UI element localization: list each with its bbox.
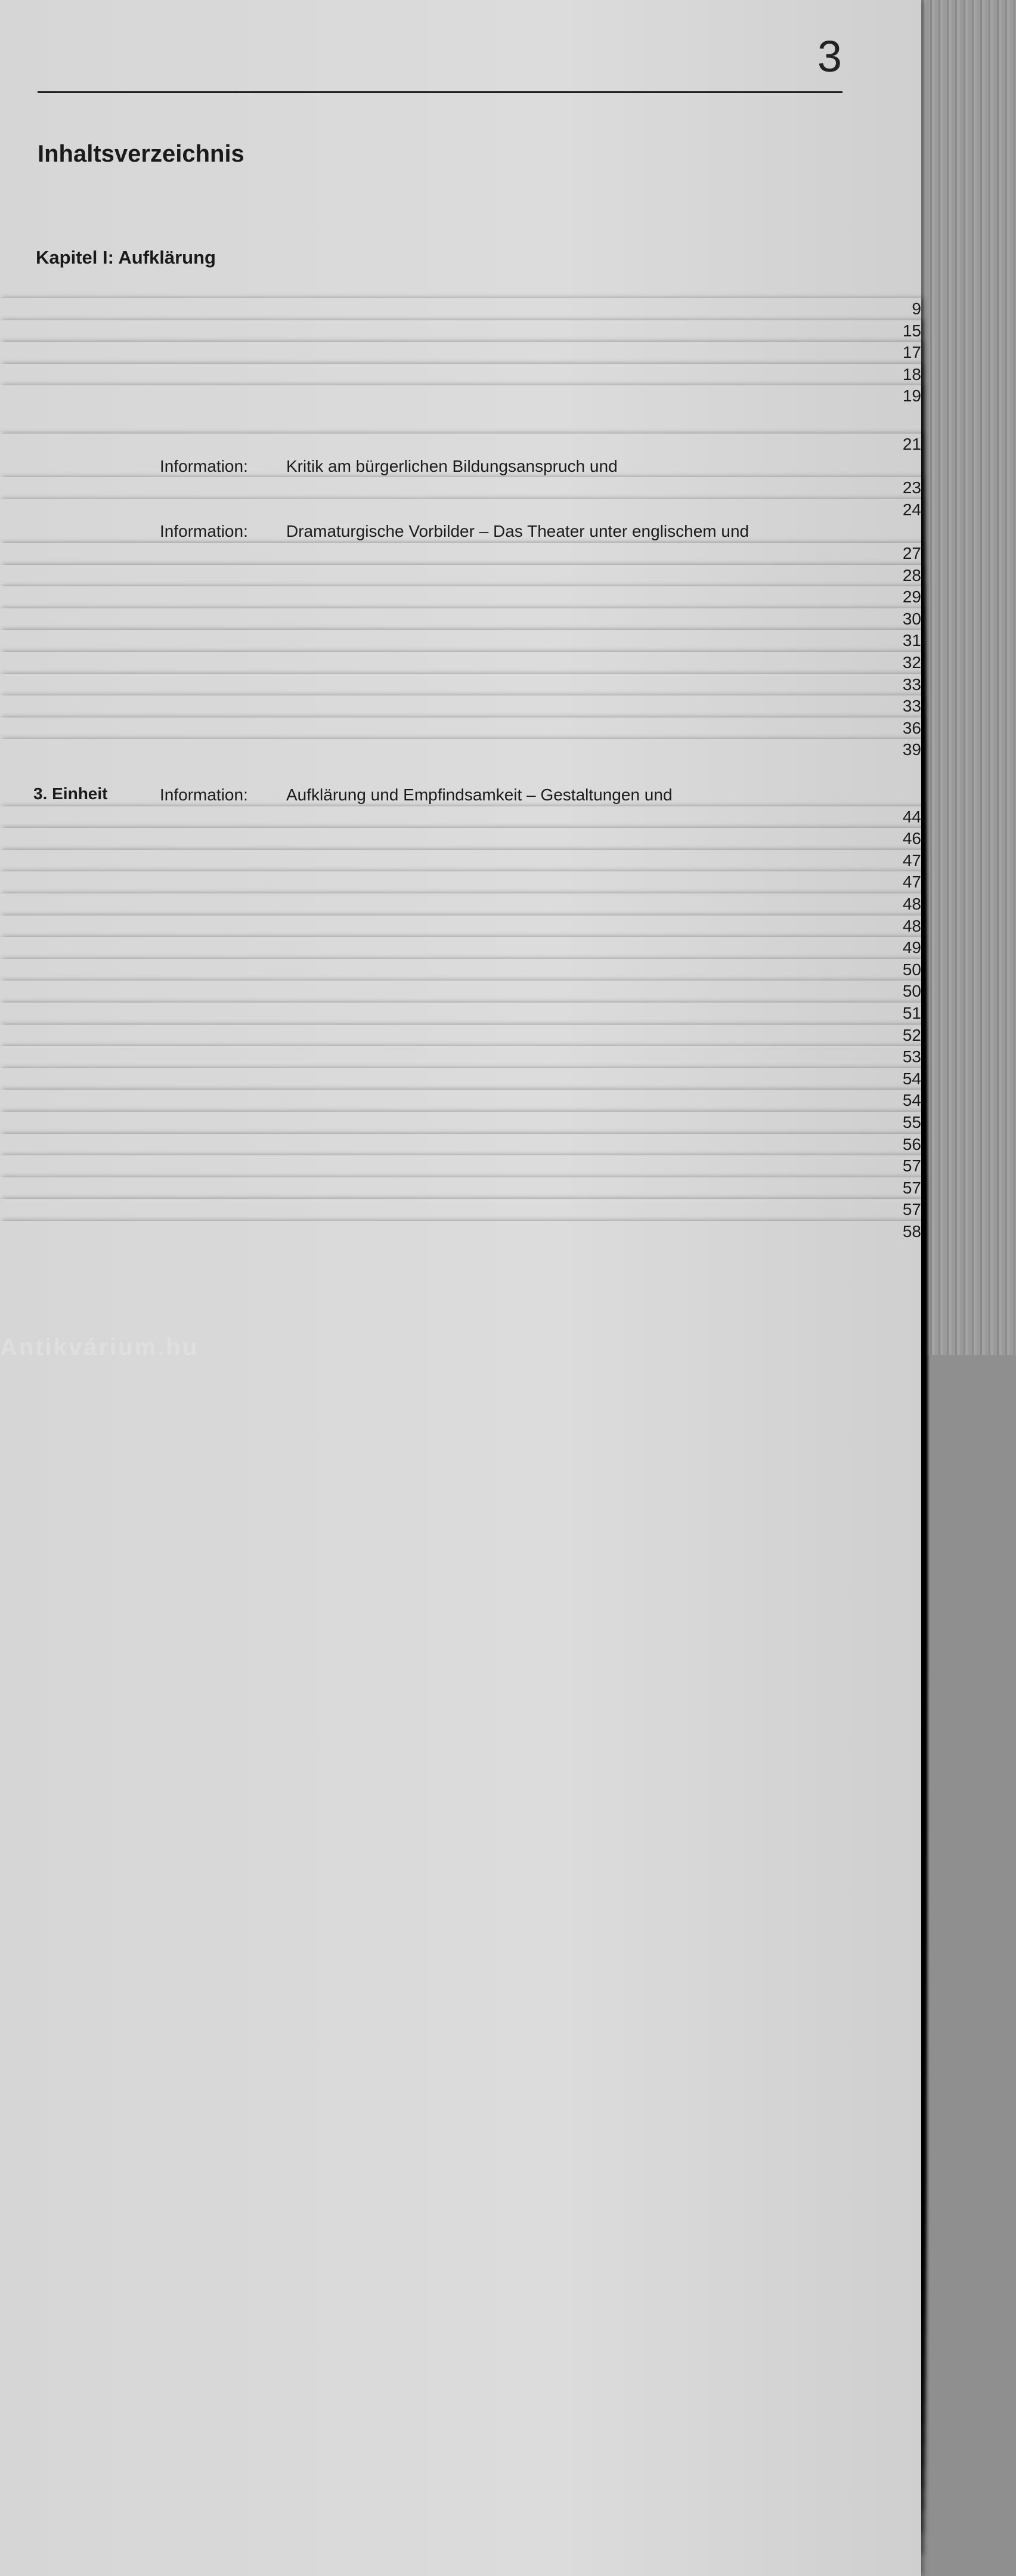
- toc-row: [0, 739, 921, 760]
- page-ref: 44: [0, 806, 921, 2161]
- toc-row: [0, 981, 921, 1002]
- toc-row: [0, 718, 921, 739]
- toc-row: [0, 1025, 921, 1046]
- toc-row: [0, 916, 921, 937]
- table-of-contents: [0, 0, 921, 1355]
- page-ref: 48: [0, 893, 921, 2249]
- toc-row: [0, 1003, 921, 1024]
- page-ref: 49: [0, 937, 921, 2292]
- page-ref: 54: [0, 1090, 921, 2445]
- toc-row: [0, 784, 844, 806]
- toc-row: [0, 1221, 921, 1242]
- page-ref: 9: [0, 298, 921, 1653]
- toc-row: [0, 1155, 921, 1177]
- toc-row: [0, 586, 921, 608]
- toc-row: [0, 320, 921, 342]
- entry-title: [286, 521, 802, 542]
- toc-row: [0, 630, 921, 651]
- page-ref: 57: [0, 1155, 921, 2510]
- toc-row: [0, 806, 921, 828]
- page-ref: 48: [0, 916, 921, 2271]
- toc-row: [0, 342, 921, 363]
- page-ref: 54: [0, 1068, 921, 2423]
- page-ref: 23: [0, 477, 921, 1832]
- toc-row: [0, 385, 921, 407]
- entry-text: Dramaturgische Vorbilder – Das Theater unter englischem und: [286, 522, 749, 541]
- page-ref: 30: [0, 608, 921, 1963]
- toc-row: [0, 674, 921, 695]
- watermark: Antikvárium.hu: [0, 1334, 199, 1360]
- entry-text: Aufklärung und Empfindsamkeit – Gestaltungen und: [286, 786, 673, 804]
- unit-label: 3. Einheit: [33, 784, 108, 803]
- toc-row: [0, 1112, 921, 1133]
- toc-row: [0, 828, 921, 849]
- page-ref: 21: [0, 434, 921, 1789]
- toc-row: [0, 1134, 921, 1155]
- page-ref: 55: [0, 1112, 921, 2467]
- toc-row: [0, 893, 921, 915]
- page-ref: 53: [0, 1046, 921, 2401]
- page-ref: 24: [0, 499, 921, 1854]
- page-ref: 28: [0, 565, 921, 1920]
- toc-row: [0, 543, 921, 564]
- page-ref: 52: [0, 1025, 921, 2380]
- entry-prefix: Information:: [160, 456, 248, 475]
- page-ref: 50: [0, 981, 921, 2336]
- entry-text: Kritik am bürgerlichen Bildungsanspruch und: [286, 456, 618, 475]
- toc-row: [0, 1177, 921, 1199]
- page-ref: 39: [0, 739, 921, 2094]
- toc-row: [0, 695, 921, 717]
- toc-row: [0, 1068, 921, 1090]
- page-ref: 50: [0, 959, 921, 2314]
- page-ref: 56: [0, 1134, 921, 2489]
- toc-row: [0, 364, 921, 385]
- page-ref: 17: [0, 342, 921, 1697]
- page-ref: 46: [0, 828, 921, 2183]
- toc-row: [0, 1090, 921, 1111]
- page-ref: 19: [0, 385, 921, 1740]
- toc-row: [0, 959, 921, 981]
- entry-title: [286, 784, 802, 806]
- toc-row: [0, 477, 921, 499]
- page-ref: 18: [0, 364, 921, 1719]
- page-ref: 47: [0, 850, 921, 2205]
- toc-row: [0, 565, 921, 586]
- page-ref: 58: [0, 1221, 921, 2576]
- page-ref: 27: [0, 543, 921, 1898]
- toc-row: [0, 608, 921, 630]
- page-ref: 36: [0, 718, 921, 2073]
- entry-title: [286, 456, 802, 477]
- page-ref: 29: [0, 586, 921, 1941]
- page-ref: 51: [0, 1003, 921, 2358]
- page-ref: 32: [0, 652, 921, 2007]
- page-title: Inhaltsverzeichnis: [38, 141, 244, 167]
- toc-row: [0, 937, 921, 958]
- background-shadow: [918, 0, 1016, 1355]
- toc-row: [0, 871, 921, 893]
- toc-row: [0, 1199, 921, 1220]
- document-page: [0, 0, 921, 1360]
- page-ref: 33: [0, 695, 921, 2051]
- toc-row: [0, 456, 844, 477]
- page-ref: 33: [0, 674, 921, 2029]
- page-ref: 57: [0, 1199, 921, 2554]
- page-number: 3: [817, 32, 842, 81]
- toc-row: [0, 521, 844, 542]
- toc-row: [0, 298, 921, 320]
- page-ref: 15: [0, 320, 921, 1675]
- toc-row: [0, 850, 921, 871]
- toc-row: [0, 1046, 921, 1068]
- page-ref: 57: [0, 1177, 921, 2532]
- toc-row: [0, 499, 921, 521]
- page-ref: 31: [0, 630, 921, 1985]
- chapter-heading: Kapitel I: Aufklärung: [36, 247, 216, 268]
- page-ref: 47: [0, 871, 921, 2226]
- entry-prefix: Information:: [160, 786, 248, 804]
- toc-row: [0, 652, 921, 673]
- toc-row: [0, 434, 921, 455]
- entry-prefix: Information:: [160, 522, 248, 541]
